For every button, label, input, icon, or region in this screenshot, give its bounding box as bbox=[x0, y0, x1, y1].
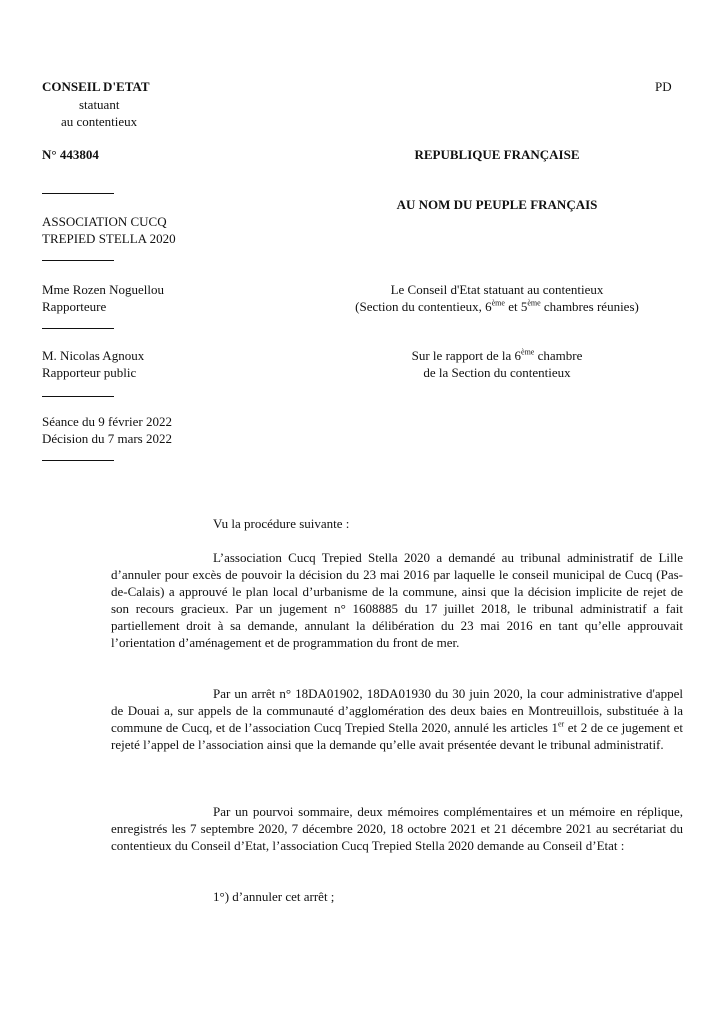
paragraph-2: Par un arrêt n° 18DA01902, 18DA01930 du 30 juin 2020, la cour administrative d'appel de Douai a, sur appels de la communauté d’agglomération des deux baies en Montreuillois, substituée à la commune de Cucq, et de l’association Cucq Trepied Stella 2020, annulé les articles 1er et 2 de ce jugement et rejeté l’appel de l’association ainsi que la demande qu’elle avait présentée devant le tribunal administratif. bbox=[111, 686, 683, 752]
formation-line2: (Section du contentieux, 6ème et 5ème chambres réunies) bbox=[355, 298, 639, 314]
paragraph-3: Par un pourvoi sommaire, deux mémoires complémentaires et un mémoire en réplique, enregistrés les 7 septembre 2020, 7 décembre 2020, 18 octobre 2021 et 21 décembre 2021 au secrétariat du contentieux du Conseil d’Etat, l’association Cucq Trepied Stella 2020 demande au Conseil d’Etat : bbox=[111, 804, 683, 853]
formation-line1: Le Conseil d'Etat statuant au contentieux bbox=[390, 282, 604, 297]
divider bbox=[42, 396, 114, 397]
paragraph-1: L’association Cucq Trepied Stella 2020 a demandé au tribunal administratif de Lille d’annuler pour excès de pouvoir la décision du 23 mai 2016 par laquelle le conseil municipal de Cucq (Pas-de-Calais) a approuvé le plan local d’urbanisme de la commune, ainsi que la décision implicite de rejet de son recours gracieux. Par un jugement n° 1608885 du 17 juillet 2018, le tribunal administratif a fait partiellement droit à sa demande, annulant la délibération du 23 mai 2016 en tant qu’elle approuvait l’orientation d’aménagement et de programmation du front de mer. bbox=[111, 550, 683, 650]
report-line1: Sur le rapport de la 6ème chambre bbox=[411, 347, 583, 363]
court-contentieux: au contentieux bbox=[61, 114, 138, 129]
reporter-name: Mme Rozen Noguellou bbox=[42, 282, 165, 297]
reporter-role: Rapporteure bbox=[42, 299, 107, 314]
party-name-line2: TREPIED STELLA 2020 bbox=[42, 231, 176, 246]
case-number: N° 443804 bbox=[42, 147, 99, 162]
court-name: CONSEIL D'ETAT bbox=[42, 79, 150, 94]
public-reporter-role: Rapporteur public bbox=[42, 365, 137, 380]
republic-heading: REPUBLIQUE FRANÇAISE bbox=[414, 147, 580, 162]
divider bbox=[42, 260, 114, 261]
report-line2: de la Section du contentieux bbox=[423, 365, 571, 380]
divider bbox=[42, 193, 114, 194]
divider bbox=[42, 460, 114, 461]
public-reporter-name: M. Nicolas Agnoux bbox=[42, 348, 145, 363]
in-name-heading: AU NOM DU PEUPLE FRANÇAIS bbox=[396, 197, 598, 212]
publication-code: PD bbox=[655, 79, 672, 94]
party-name-line1: ASSOCIATION CUCQ bbox=[42, 214, 167, 229]
request-item-1: 1°) d’annuler cet arrêt ; bbox=[213, 889, 335, 904]
court-statuant: statuant bbox=[79, 97, 120, 112]
decision-date: Décision du 7 mars 2022 bbox=[42, 431, 172, 446]
seance-date: Séance du 9 février 2022 bbox=[42, 414, 172, 429]
procedure-intro: Vu la procédure suivante : bbox=[213, 516, 350, 531]
divider bbox=[42, 328, 114, 329]
